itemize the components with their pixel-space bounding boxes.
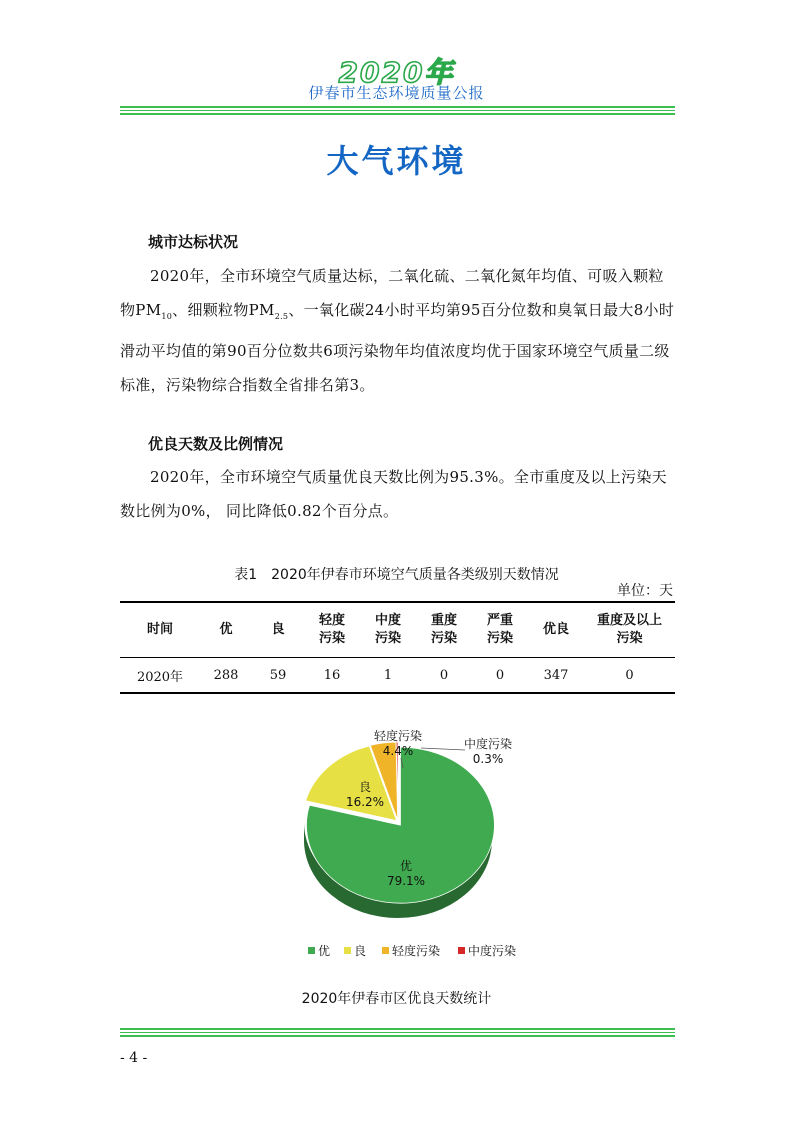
table-caption: 表1 2020年伊春市环境空气质量各类级别天数情况 <box>234 567 559 583</box>
cell-light: 16 <box>323 667 341 683</box>
label-moderate-pollution: 中度污染 0.3% <box>463 737 513 766</box>
footer-rule <box>120 1035 675 1037</box>
cell-heavy-above: 0 <box>625 667 634 683</box>
header-rule <box>120 113 675 115</box>
footer-rule <box>120 1028 675 1030</box>
legend-moderate-pollution <box>458 943 516 958</box>
col-header-good-total: 优良 <box>542 622 569 637</box>
svg-text:轻度污染: 轻度污染 <box>392 944 441 958</box>
days-table <box>120 601 675 694</box>
chart-title: 2020年伊春市区优良天数统计 <box>301 991 492 1007</box>
compliance-text-a: 2020年，全市环境空气质量达标，二氧化硫、二氧化氮年均值、可吸入颗粒物PM <box>120 267 664 319</box>
page-title: 大气环境 <box>326 142 467 180</box>
col-header-light: 轻度 污染 <box>318 613 345 646</box>
header-subtitle: 伊春市生态环境质量公报 <box>308 84 485 102</box>
col-header-heavy: 重度 污染 <box>430 613 457 646</box>
pie-chart <box>280 718 520 968</box>
pm25-subscript: 2.5 <box>274 312 289 321</box>
svg-text:中度污染: 中度污染 <box>468 944 517 958</box>
legend-light-pollution <box>382 943 440 958</box>
section-heading-compliance: 城市达标状况 <box>148 233 239 251</box>
section-heading-good-days: 优良天数及比例情况 <box>148 435 284 453</box>
label-excellent: 优 79.1% <box>386 859 426 888</box>
header-rule <box>120 106 675 108</box>
table-unit: 单位：天 <box>617 583 673 599</box>
col-header-heavy-above: 重度及以上 污染 <box>596 613 662 646</box>
table-header-row <box>120 602 675 658</box>
compliance-text-b: 、细颗粒物PM <box>172 301 275 319</box>
header-rule <box>120 110 675 111</box>
leader-line-moderate <box>421 748 465 750</box>
col-header-severe: 严重 污染 <box>486 613 513 646</box>
col-header-good: 良 <box>271 622 285 637</box>
col-header-time: 时间 <box>146 622 173 637</box>
good-days-paragraph <box>120 460 676 528</box>
compliance-text-c: 、一氧化碳24小时平均第95百分位数和臭氧日最大8小时滑动平均值的第90百分位数共6项污染物年均值浓度均优于国家环境空气质量二级标准，污染物综合指数全省排名第3。 <box>120 301 675 394</box>
cell-time: 2020年 <box>136 669 184 685</box>
cell-heavy: 0 <box>439 667 449 683</box>
col-header-moderate: 中度 污染 <box>374 613 401 646</box>
good-days-text: 2020年，全市环境空气质量优良天数比例为95.3%。全市重度及以上污染天数比例为0%， 同比降低0.82个百分点。 <box>120 468 667 520</box>
cell-good-total: 347 <box>543 667 569 683</box>
cell-excellent: 288 <box>213 667 239 683</box>
legend-good <box>344 944 366 958</box>
table-row <box>120 658 675 694</box>
col-header-excellent: 优 <box>219 622 233 637</box>
label-light-pollution: 轻度污染 4.4% <box>373 729 423 758</box>
cell-good: 59 <box>269 667 287 683</box>
compliance-paragraph <box>120 259 676 402</box>
svg-text:良: 良 <box>354 944 367 958</box>
cell-severe: 0 <box>495 667 505 683</box>
page-number: - 4 - <box>120 1050 148 1066</box>
footer-rule <box>120 1032 675 1033</box>
legend-excellent <box>308 943 330 958</box>
pm10-subscript: 10 <box>161 312 173 321</box>
cell-moderate: 1 <box>383 667 393 683</box>
label-good: 良 16.2% <box>345 780 385 809</box>
header-year: 2020年 <box>338 56 455 89</box>
svg-text:优: 优 <box>318 944 331 958</box>
